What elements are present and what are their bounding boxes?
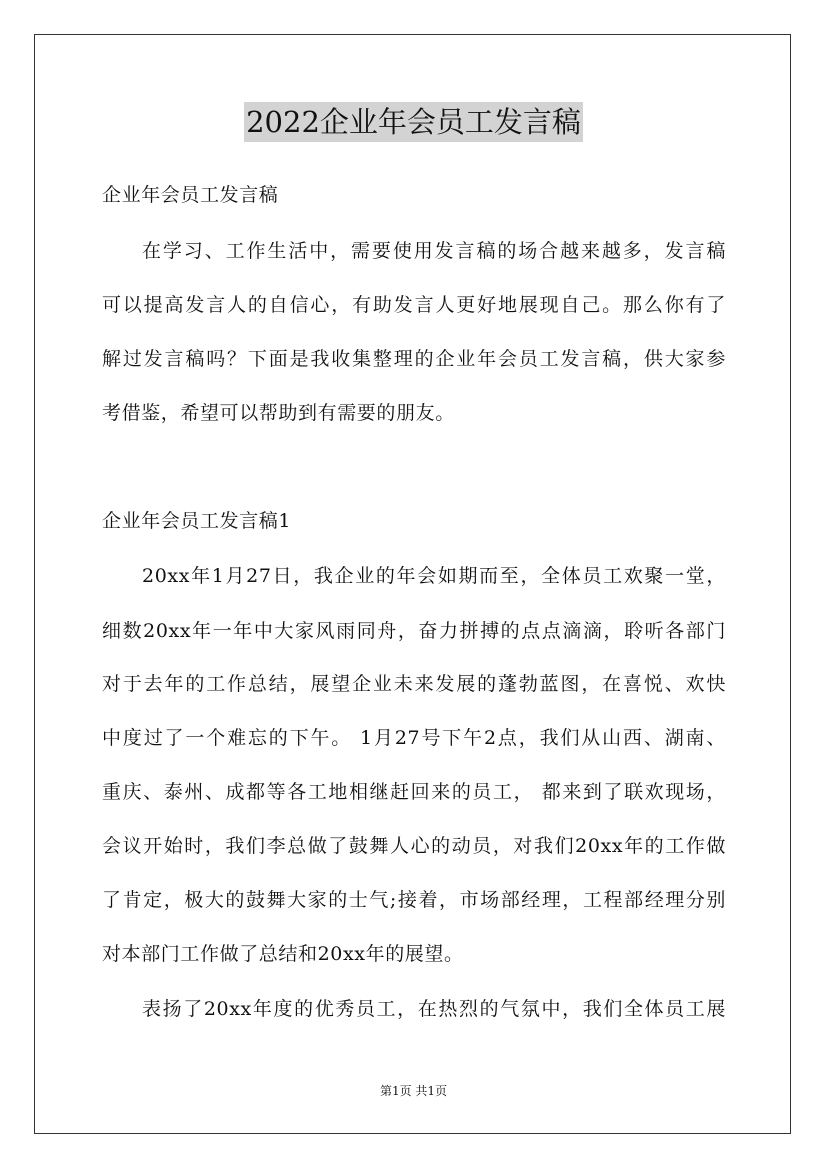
intro-heading: 企业年会员工发言稿 (102, 184, 279, 206)
document-title: 2022企业年会员工发言稿 (244, 102, 583, 142)
body-paragraph-line: 了肯定，极大的鼓舞大家的士气;接着，市场部经理，工程部经理分别 (102, 889, 726, 911)
body-paragraph-line: 重庆、泰州、成都等各工地相继赶回来的员工， 都来到了联欢现场， (102, 781, 726, 803)
body-paragraph-line: 中度过了一个难忘的下午。 1月27号下午2点，我们从山西、湖南、 (102, 727, 726, 749)
page-number-footer: 第1页 共1页 (379, 1084, 448, 1098)
body-paragraph-line: 对本部门工作做了总结和20xx年的展望。 (102, 943, 464, 965)
intro-paragraph-line: 在学习、工作生活中，需要使用发言稿的场合越来越多，发言稿 (142, 240, 726, 262)
document-title-wrap (0, 102, 827, 142)
body-paragraph-line: 20xx年1月27日，我企业的年会如期而至，全体员工欢聚一堂， (142, 565, 726, 587)
body-paragraph-line: 对于去年的工作总结，展望企业未来发展的蓬勃蓝图，在喜悦、欢快 (102, 673, 726, 695)
intro-paragraph-line: 解过发言稿吗？下面是我收集整理的企业年会员工发言稿，供大家参 (102, 348, 726, 370)
body-paragraph-line: 细数20xx年一年中大家风雨同舟，奋力拼搏的点点滴滴，聆听各部门 (102, 620, 726, 642)
body-paragraph-line: 会议开始时，我们李总做了鼓舞人心的动员，对我们20xx年的工作做 (102, 835, 726, 857)
intro-paragraph-line: 考借鉴，希望可以帮助到有需要的朋友。 (102, 402, 455, 424)
section-heading: 企业年会员工发言稿1 (102, 510, 292, 532)
body-paragraph-line: 表扬了20xx年度的优秀员工，在热烈的气氛中，我们全体员工展 (142, 998, 726, 1020)
intro-paragraph-line: 可以提高发言人的自信心，有助发言人更好地展现自己。那么你有了 (102, 294, 726, 316)
